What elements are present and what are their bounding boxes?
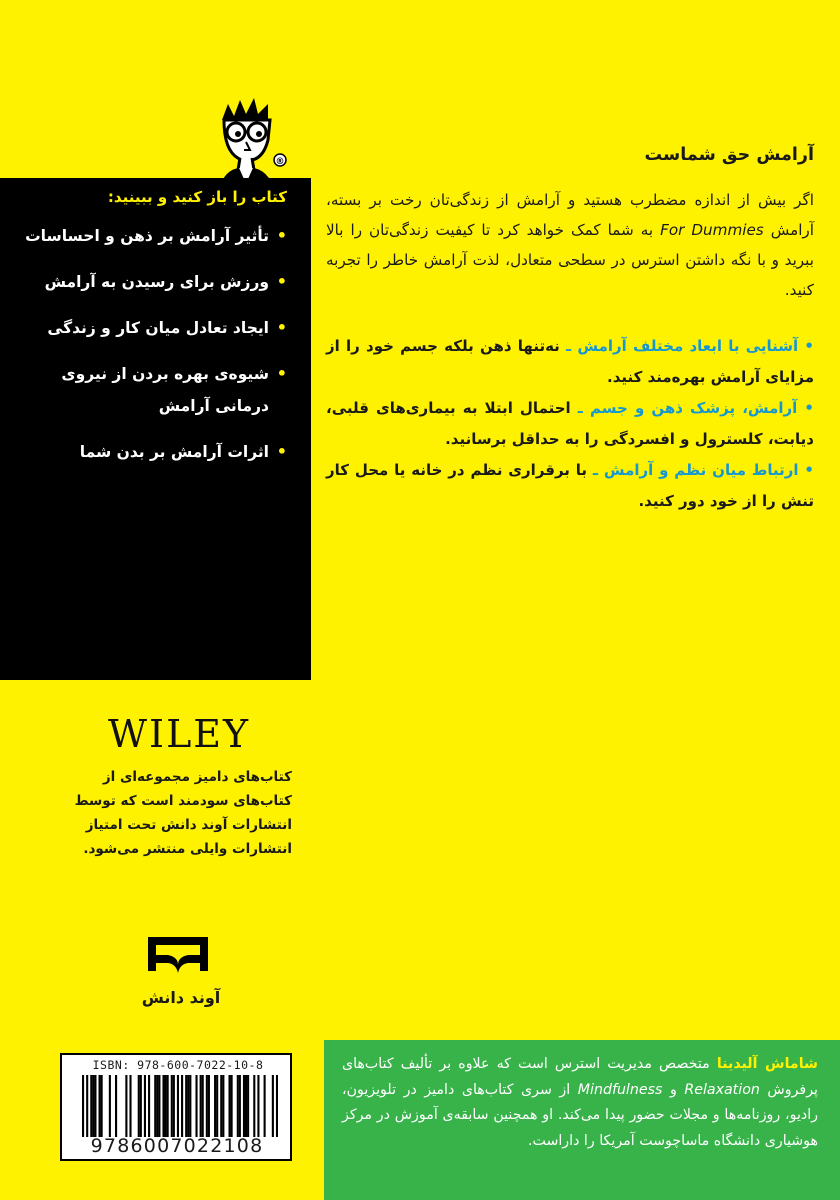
- barcode-bar: [82, 1075, 84, 1137]
- barcode-bar: [208, 1075, 210, 1137]
- bullet-dot-icon: •: [276, 442, 287, 461]
- barcode-bar: [222, 1075, 224, 1137]
- barcode-bar: [99, 1075, 101, 1137]
- barcode-bar: [239, 1075, 241, 1137]
- barcode-bar: [90, 1075, 92, 1137]
- blurb-intro: اگر بیش از اندازه مضطرب هستید و آرامش از زندگی‌تان رخت بر بسته، آرامش For Dummies به شما کمک خواهد کرد تا کیفیت زندگی‌تان را بالا ببرید و با نگه داشتن استرس در سطحی متعادل، لذت آرامش خاطر را تجربه کنید.: [326, 191, 814, 299]
- barcode-bar: [200, 1075, 202, 1137]
- feature-bullet: • ارتباط میان نظم و آرامش ـ با برقراری نظم در خانه یا محل کار تنش را از خود دور کنید.: [326, 461, 815, 510]
- barcode-bar: [162, 1075, 164, 1137]
- barcode-bar: [167, 1075, 169, 1137]
- barcode-bar: [231, 1075, 233, 1137]
- barcode-bar: [243, 1075, 245, 1137]
- wiley-logo: WILEY: [108, 712, 251, 756]
- feature-bullet: • آشنایی با ابعاد مختلف آرامش ـ نه‌تنها ذهن بلکه جسم خود را از مزایای آرامش بهره‌مند کنید.: [326, 337, 814, 386]
- feature-lead: آشنایی با ابعاد مختلف آرامش ـ: [566, 337, 799, 355]
- publisher-name: آوند دانش: [141, 988, 221, 1007]
- barcode-bar: [185, 1075, 187, 1137]
- barcode-bar: [125, 1075, 127, 1137]
- panel-list-item: • اثرات آرامش بر بدن شما: [22, 436, 287, 468]
- barcode-bar: [115, 1075, 117, 1137]
- barcode-bar: [177, 1075, 179, 1137]
- barcode-digits: 9786007022108: [90, 1135, 264, 1157]
- barcode-bar: [206, 1075, 208, 1137]
- barcode-bar: [148, 1075, 150, 1137]
- barcode-bar: [129, 1075, 131, 1137]
- feature-bullet: • آرامش، پزشک ذهن و جسم ـ احتمال ابتلا به بیماری‌های قلبی، دیابت، کلسترول و افسردگی را به حداقل برسانید.: [326, 399, 814, 448]
- barcode-bar: [247, 1075, 249, 1137]
- isbn-barcode: [60, 1053, 292, 1161]
- barcode-bar: [158, 1075, 160, 1137]
- barcode-bars: [82, 1075, 278, 1137]
- author-name: شاماش آلیدینا: [716, 1056, 818, 1072]
- barcode-bar: [144, 1075, 146, 1137]
- barcode-bar: [86, 1075, 88, 1137]
- barcode-bar: [245, 1075, 247, 1137]
- barcode-bar: [173, 1075, 175, 1137]
- barcode-bar: [187, 1075, 189, 1137]
- panel-list-item: • ورزش برای رسیدن به آرامش: [22, 266, 287, 298]
- bullet-dot-icon: •: [276, 318, 287, 337]
- feature-lead: ارتباط میان نظم و آرامش ـ: [592, 461, 799, 479]
- barcode-bar: [154, 1075, 156, 1137]
- publisher-description: کتاب‌های دامیز مجموعه‌ای از کتاب‌های سودمند است که توسط انتشارات آوند دانش تحت امتیاز انتشارات وایلی منتشر می‌شود.: [74, 769, 292, 857]
- panel-list-item: • شیوه‌ی بهره بردن از نیروی درمانی آرامش: [22, 358, 287, 422]
- barcode-bar: [156, 1075, 158, 1137]
- barcode-bar: [171, 1075, 173, 1137]
- registered-mark: ®: [275, 157, 285, 167]
- barcode-bar: [138, 1075, 140, 1137]
- barcode-bar: [214, 1075, 216, 1137]
- barcode-bar: [220, 1075, 222, 1137]
- blurb-title: آرامش حق شماست: [644, 145, 814, 165]
- barcode-bar: [189, 1075, 191, 1137]
- blurb-column: [326, 145, 814, 517]
- bullet-dot-icon: •: [276, 272, 287, 291]
- barcode-bar: [101, 1075, 103, 1137]
- barcode-bar: [272, 1075, 274, 1137]
- barcode-bar: [92, 1075, 94, 1137]
- barcode-bar: [165, 1075, 167, 1137]
- book-contents-panel: [0, 178, 311, 680]
- barcode-bar: [257, 1075, 259, 1137]
- isbn-label: ISBN: 978-600-7022-10-8: [92, 1058, 264, 1072]
- avand-danesh-book-logo-icon: [146, 935, 210, 975]
- barcode-bar: [228, 1075, 230, 1137]
- series-name: For Dummies: [660, 221, 764, 239]
- barcode-bar: [181, 1075, 183, 1137]
- bullet-dot-icon: •: [276, 226, 287, 245]
- barcode-bar: [109, 1075, 111, 1137]
- feature-lead: آرامش، پزشک ذهن و جسم ـ: [577, 399, 798, 417]
- barcode-bar: [276, 1075, 278, 1137]
- author-bio: شاماش آلیدینا متخصص مدیریت استرس است که علاوه بر تألیف کتاب‌های پرفروش Relaxation و Mindfulness از سری کتاب‌های دامیز در تلویزیون، رادیو، روزنامه‌ها و مجلات حضور پیدا می‌کند. او همچنین سابقه‌ی آموزش در مرکز هوشیاری دانشگاه ماساچوست آمریکا را داراست.: [324, 1040, 840, 1200]
- barcode-bar: [253, 1075, 255, 1137]
- bullet-dot-icon: •: [276, 364, 287, 383]
- panel-heading: کتاب را باز کنید و ببینید:: [107, 188, 287, 206]
- barcode-bar: [216, 1075, 218, 1137]
- barcode-bar: [140, 1075, 142, 1137]
- panel-list: [22, 220, 287, 468]
- barcode-bar: [94, 1075, 96, 1137]
- panel-list-item: • تأثیر آرامش بر ذهن و احساسات: [22, 220, 287, 252]
- barcode-bar: [195, 1075, 197, 1137]
- barcode-bar: [202, 1075, 204, 1137]
- panel-list-item: • ایجاد تعادل میان کار و زندگی: [22, 312, 287, 344]
- barcode-bar: [237, 1075, 239, 1137]
- barcode-bar: [264, 1075, 266, 1137]
